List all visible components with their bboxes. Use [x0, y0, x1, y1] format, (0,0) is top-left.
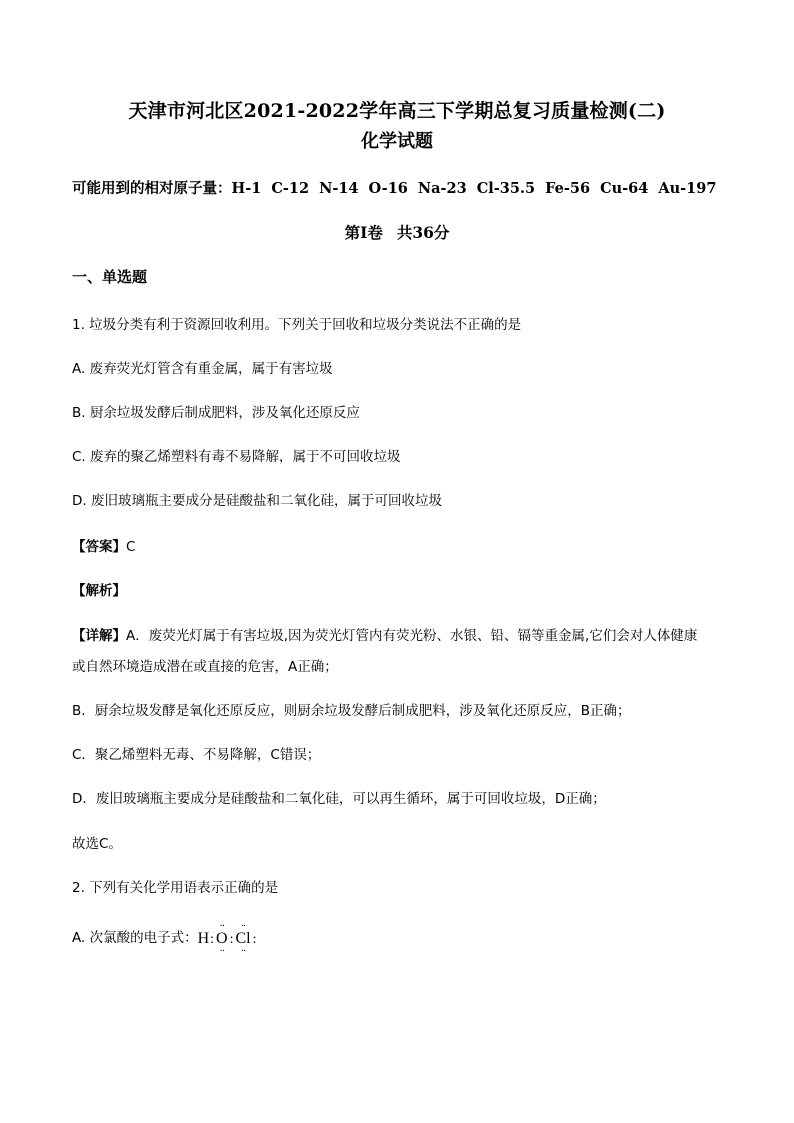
- section-part: 第I卷: [344, 223, 383, 242]
- question-1-option-d: D. 废旧玻璃瓶主要成分是硅酸盐和二氧化硅，属于可回收垃圾: [72, 493, 442, 509]
- question-1-option-b: B. 厨余垃圾发酵后制成肥料，涉及氧化还原反应: [72, 405, 360, 421]
- question-1-detail-d: D．废旧玻璃瓶主要成分是硅酸盐和二氧化硅，可以再生循环，属于可回收垃圾，D正确；: [72, 791, 606, 807]
- question-1-detail-c: C．聚乙烯塑料无毒、不易降解，C错误；: [72, 747, 321, 763]
- answer-value: C: [126, 539, 136, 555]
- section-score: 共36分: [396, 223, 450, 242]
- question-1-option-a: A. 废弃荧光灯管含有重金属，属于有害垃圾: [72, 361, 333, 377]
- question-1-detail-a-line2: 或自然环境造成潜在或直接的危害，A正确；: [72, 659, 338, 675]
- atomic-mass-item: Na-23: [417, 180, 467, 197]
- analysis-tag: 【解析】: [72, 583, 126, 599]
- detail-a-text: A．废荧光灯属于有害垃圾,因为荧光灯管内有荧光粉、水银、铅、镉等重金属,它们会对人体健康: [126, 628, 698, 644]
- question-1-analysis: [72, 579, 126, 599]
- atomic-mass-item: Cl-35.5: [476, 180, 536, 197]
- question-1-stem: 1. 垃圾分类有利于资源回收利用。下列关于回收和垃圾分类说法不正确的是: [72, 317, 522, 333]
- exam-subtitle: 化学试题: [361, 131, 433, 152]
- exam-title: 天津市河北区2021-2022学年高三下学期总复习质量检测(二): [128, 100, 666, 122]
- atom-cl: ·· Cl ··: [235, 930, 252, 948]
- electron-pair-icon: :: [210, 932, 215, 947]
- block-title: 一、单选题: [72, 268, 148, 286]
- question-1-detail-b: B．厨余垃圾发酵是氧化还原反应，则厨余垃圾发酵后制成肥料，涉及氧化还原反应，B正确；: [72, 703, 631, 719]
- section-heading: [0, 221, 794, 243]
- question-1-answer: [72, 535, 135, 555]
- question-1-detail-a-line1: [72, 624, 697, 644]
- atomic-mass-item: N-14: [319, 180, 359, 197]
- atomic-mass-item: Fe-56: [545, 180, 591, 197]
- detail-tag: 【详解】: [72, 628, 126, 644]
- question-1-option-c: C. 废弃的聚乙烯塑料有毒不易降解，属于不可回收垃圾: [72, 449, 401, 465]
- atom-o: ·· O ··: [215, 930, 229, 948]
- atomic-mass-item: H-1: [231, 180, 262, 197]
- atom-h: H: [197, 930, 210, 947]
- atomic-masses: [72, 177, 726, 198]
- question-1-conclusion: 故选C。: [72, 836, 122, 852]
- atomic-mass-item: Au-197: [658, 180, 717, 197]
- electron-pair-icon: :: [252, 932, 257, 947]
- electron-pair-icon: :: [229, 932, 234, 947]
- electron-formula: [198, 930, 258, 948]
- question-2-option-a-label: A. 次氯酸的电子式：: [72, 930, 198, 946]
- question-2-option-a: [72, 926, 258, 947]
- answer-tag: 【答案】: [72, 539, 126, 555]
- atomic-mass-item: C-12: [271, 180, 310, 197]
- atomic-mass-item: Cu-64: [600, 180, 649, 197]
- atomic-mass-item: O-16: [368, 180, 408, 197]
- question-2-stem: 2. 下列有关化学用语表示正确的是: [72, 880, 279, 896]
- atomic-masses-label: 可能用到的相对原子量：: [72, 180, 232, 197]
